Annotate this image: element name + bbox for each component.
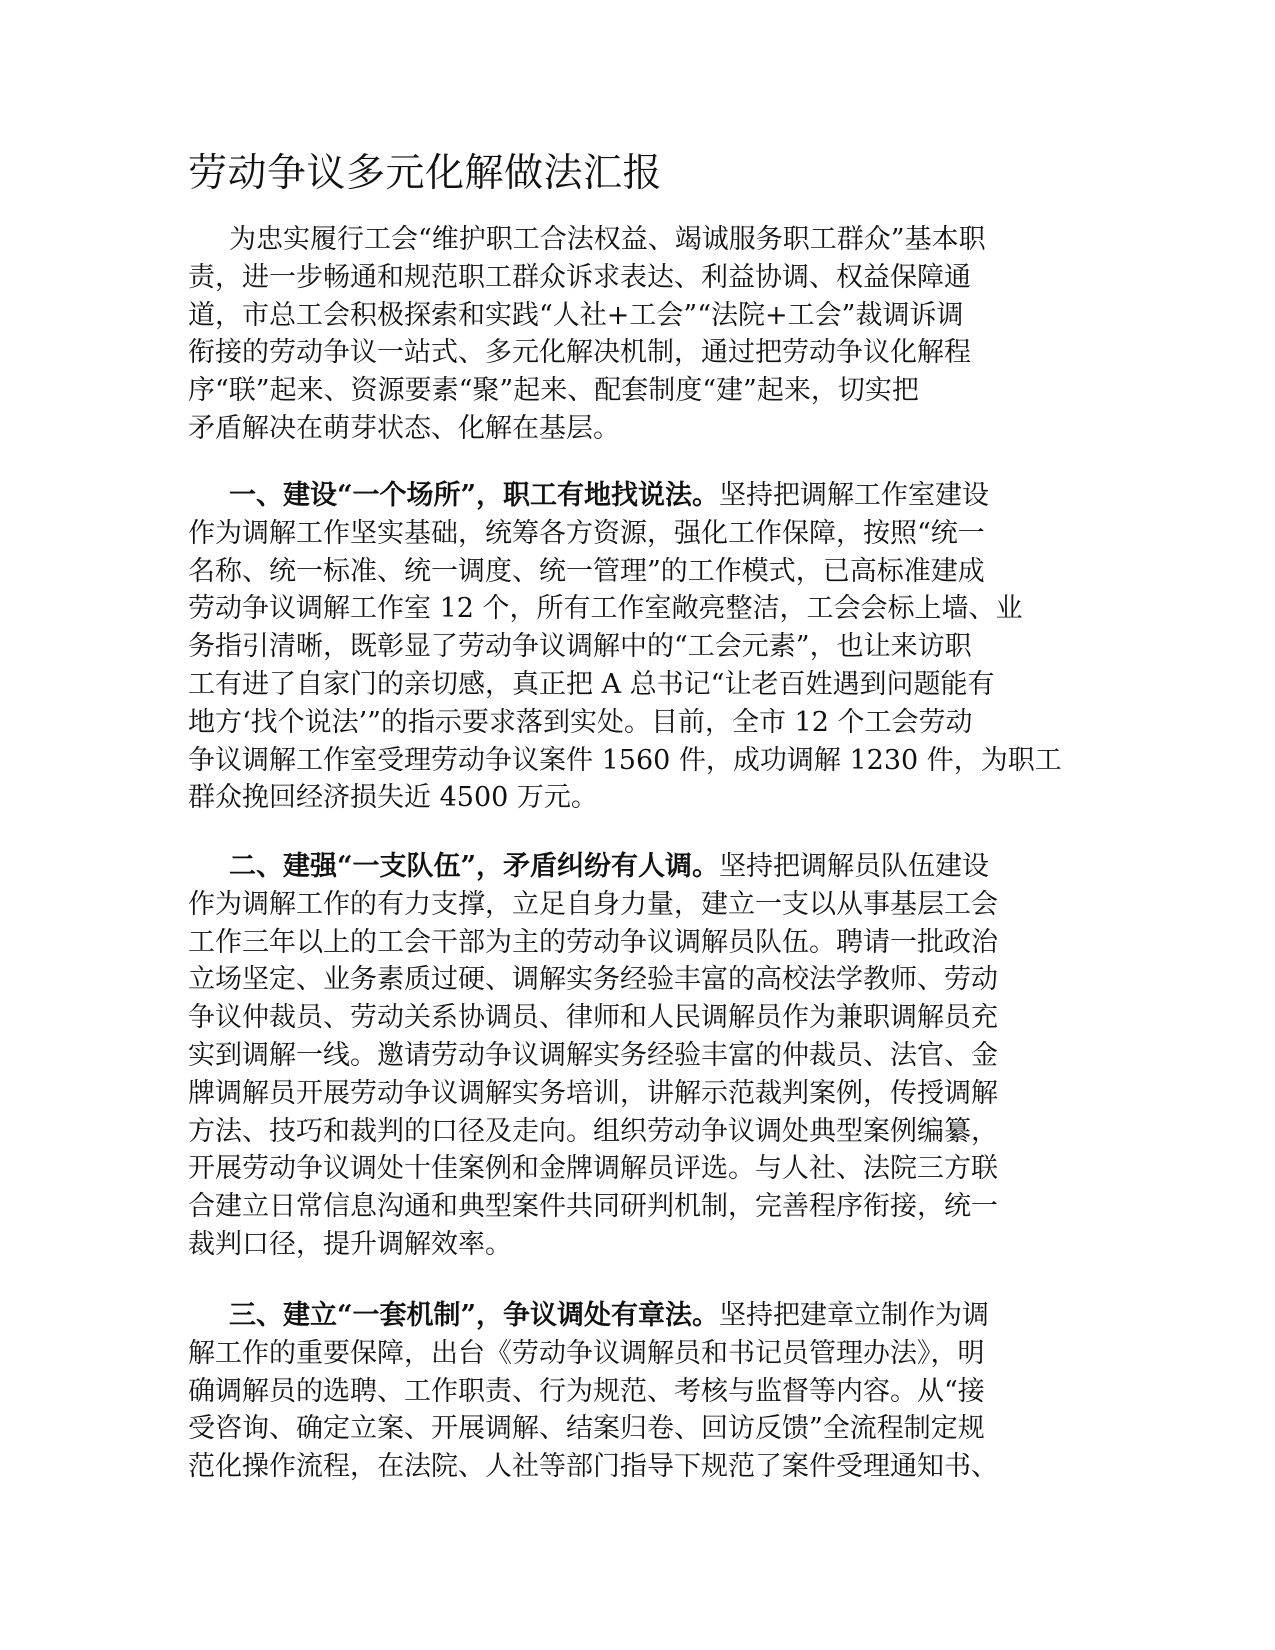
section-first-line <box>188 848 1088 886</box>
paragraph-line: 责，进一步畅通和规范职工群众诉求表达、利益协调、权益保障通 <box>188 261 971 293</box>
paragraph-line: 群众挽回经济损失近 4500 万元。 <box>188 782 598 814</box>
paragraph-line: 工作三年以上的工会干部为主的劳动争议调解员队伍。聘请一批政治 <box>188 926 998 958</box>
paragraph-line: 为忠实履行工会“维护职工合法权益、竭诚服务职工群众”基本职 <box>229 224 986 255</box>
section-2-paragraph <box>188 848 1088 1264</box>
paragraph-line: 立场坚定、业务素质过硬、调解实务经验丰富的高校法学教师、劳动 <box>188 964 998 996</box>
section-first-line-text: 坚持把调解员队伍建设 <box>719 851 990 882</box>
paragraph-line: 争议调解工作室受理劳动争议案件 1560 件，成功调解 1230 件，为职工 <box>188 744 1062 776</box>
paragraph-line: 牌调解员开展劳动争议调解实务培训，讲解示范裁判案例，传授调解 <box>188 1077 998 1109</box>
paragraph-line: 受咨询、确定立案、开展调解、结案归卷、回访反馈”全流程制定规 <box>188 1413 985 1445</box>
section-first-line <box>188 1297 1088 1335</box>
paragraph-line: 方法、技巧和裁判的口径及走向。组织劳动争议调处典型案例编纂， <box>188 1115 998 1147</box>
section-first-line <box>188 477 1088 515</box>
paragraph-line: 合建立日常信息沟通和典型案件共同研判机制，完善程序衔接，统一 <box>188 1191 998 1223</box>
section-heading: 三、建立“一套机制”，争议调处有章法。 <box>229 1300 720 1331</box>
section-heading: 一、建设“一个场所”，职工有地找说法。 <box>229 480 720 511</box>
paragraph-line: 范化操作流程，在法院、人社等部门指导下规范了案件受理通知书、 <box>188 1451 998 1483</box>
paragraph-line: 确调解员的选聘、工作职责、行为规范、考核与监督等内容。从“接 <box>188 1375 985 1407</box>
paragraph-line: 务指引清晰，既彰显了劳动争议调解中的“工会元素”，也让来访职 <box>188 631 972 663</box>
paragraph-line: 名称、统一标准、统一调度、统一管理”的工作模式，已高标准建成 <box>188 555 985 587</box>
paragraph-line: 序“联”起来、资源要素“聚”起来、配套制度“建”起来，切实把 <box>188 375 919 407</box>
section-3-paragraph <box>188 1297 1088 1486</box>
paragraph-line: 工有进了自家门的亲切感，真正把 A 总书记“让老百姓遇到问题能有 <box>188 668 995 700</box>
paragraph-line: 矛盾解决在萌芽状态、化解在基层。 <box>188 412 620 444</box>
section-first-line-text: 坚持把调解工作室建设 <box>719 480 990 511</box>
section-heading: 二、建强“一支队伍”，矛盾纠纷有人调。 <box>229 851 720 882</box>
section-1-paragraph <box>188 477 1088 817</box>
paragraph-line: 作为调解工作的有力支撑，立足自身力量，建立一支以从事基层工会 <box>188 888 998 920</box>
intro-paragraph <box>188 221 1088 448</box>
paragraph-line: 裁判口径，提升调解效率。 <box>188 1228 512 1260</box>
paragraph-line: 衔接的劳动争议一站式、多元化解决机制，通过把劳动争议化解程 <box>188 337 971 369</box>
paragraph-line: 开展劳动争议调处十佳案例和金牌调解员评选。与人社、法院三方联 <box>188 1153 998 1185</box>
paragraph-line: 实到调解一线。邀请劳动争议调解实务经验丰富的仲裁员、法官、金 <box>188 1039 998 1071</box>
paragraph-line: 争议仲裁员、劳动关系协调员、律师和人民调解员作为兼职调解员充 <box>188 1002 998 1034</box>
paragraph-line: 解工作的重要保障，出台《劳动争议调解员和书记员管理办法》，明 <box>188 1337 985 1369</box>
paragraph-line: 劳动争议调解工作室 12 个，所有工作室敞亮整洁，工会会标上墙、业 <box>188 593 1023 625</box>
section-first-line-text: 坚持把建章立制作为调 <box>719 1300 990 1331</box>
paragraph-line: 作为调解工作坚实基础，统筹各方资源，强化工作保障，按照“统一 <box>188 517 985 549</box>
document-title: 劳动争议多元化解做法汇报 <box>188 151 663 196</box>
paragraph-line: 地方‘找个说法’”的指示要求落到实处。目前，全市 12 个工会劳动 <box>188 706 973 738</box>
paragraph-line: 道，市总工会积极探索和实践“人社+工会”“法院+工会”裁调诉调 <box>188 299 964 331</box>
